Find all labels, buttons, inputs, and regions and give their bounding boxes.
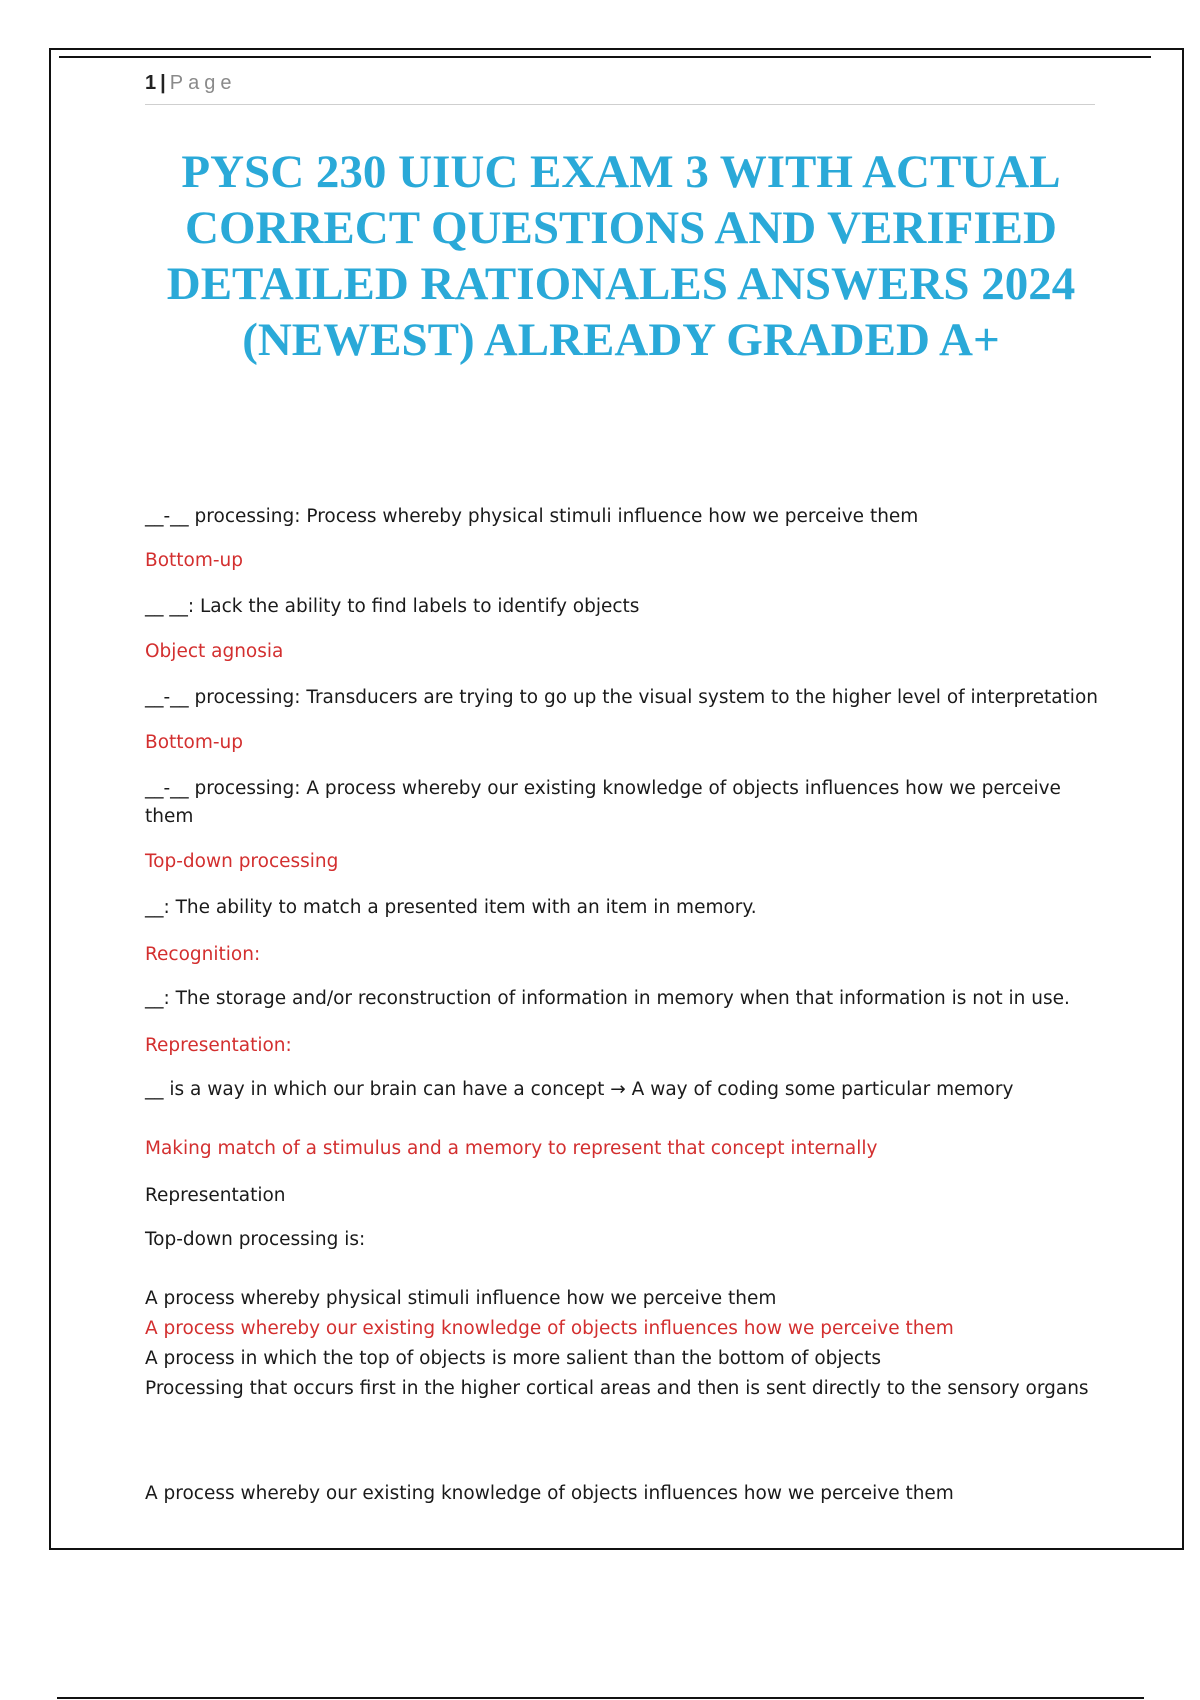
page-number: 1 [145, 72, 157, 94]
mc-option-1: A process whereby physical stimuli influence how we perceive them [145, 1288, 777, 1309]
question-6: __: The storage and/or reconstruction of information in memory when that information is not in use. [145, 988, 1070, 1009]
answer-2: Object agnosia [145, 641, 284, 662]
question-4: __-__ processing: A process whereby our existing knowledge of objects influences how we perceive them [145, 778, 1061, 827]
page-label: Page [169, 72, 237, 94]
question-2: __ __: Lack the ability to find labels to identify objects [145, 596, 640, 617]
mc-options [145, 1284, 1125, 1404]
answer-3: Bottom-up [145, 732, 244, 753]
extra-line: Representation [145, 1185, 286, 1206]
mc-answer: A process whereby our existing knowledge of objects influences how we perceive them [145, 1483, 954, 1504]
document-title: PYSC 230 UIUC EXAM 3 WITH ACTUAL CORRECT QUESTIONS AND VERIFIED DETAILED RATIONALES ANSWERS 2024 (NEWEST) ALREADY GRADED A+ [166, 146, 1076, 366]
page-separator: | [160, 72, 166, 94]
mc-option-2: A process whereby our existing knowledge of objects influences how we perceive them [145, 1318, 954, 1339]
top-rule [59, 56, 1151, 58]
answer-7: Making match of a stimulus and a memory to represent that concept internally [145, 1138, 878, 1159]
question-3: __-__ processing: Transducers are trying to go up the visual system to the higher level of interpretation [145, 687, 1098, 708]
answer-5: Recognition: [145, 944, 261, 965]
answer-6: Representation: [145, 1035, 292, 1056]
mc-option-3: A process in which the top of objects is more salient than the bottom of objects [145, 1348, 881, 1369]
question-1: __-__ processing: Process whereby physical stimuli influence how we perceive them [145, 506, 919, 527]
page-header [145, 72, 1095, 105]
answer-4: Top-down processing [145, 851, 339, 872]
mc-question: Top-down processing is: [145, 1229, 366, 1250]
answer-1: Bottom-up [145, 550, 244, 571]
document-page [49, 48, 1184, 1550]
question-7: __ is a way in which our brain can have a concept → A way of coding some particular memory [145, 1079, 1014, 1100]
mc-option-4: Processing that occurs first in the higher cortical areas and then is sent directly to the sensory organs [145, 1378, 1089, 1399]
bottom-rule [57, 1697, 1144, 1699]
question-5: __: The ability to match a presented item with an item in memory. [145, 897, 757, 918]
